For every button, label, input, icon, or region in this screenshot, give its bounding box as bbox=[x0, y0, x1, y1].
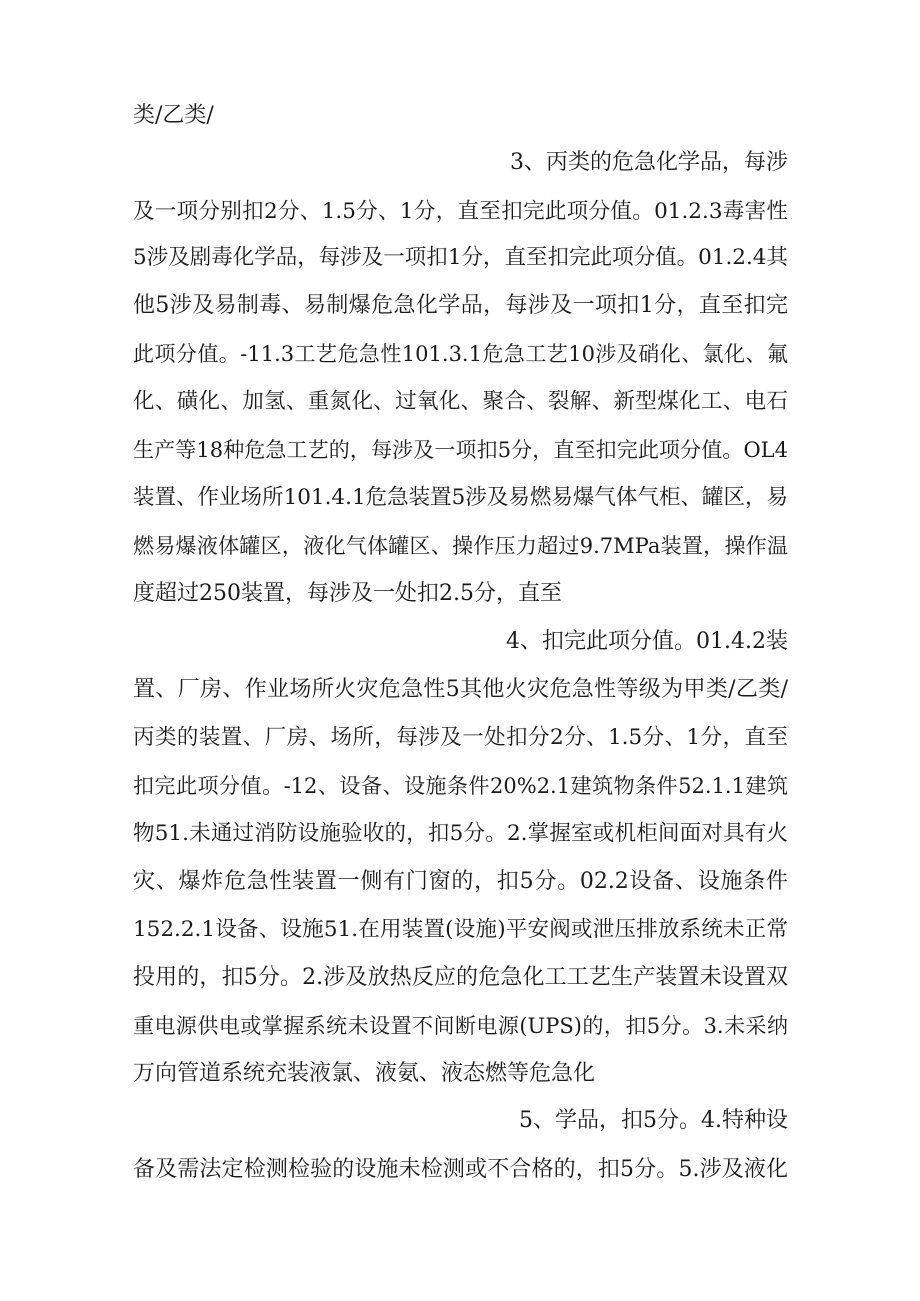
text-line-12: 4、扣完此项分值。01.4.2装 bbox=[506, 629, 788, 654]
text-line-10: 燃易爆液体罐区，液化气体罐区、操作压力超过9.7MPa装置，操作温 bbox=[133, 534, 788, 558]
text-line-9: 装置、作业场所101.4.1危急装置5涉及易燃易爆气体气柜、罐区，易 bbox=[133, 485, 788, 510]
text-line-2: 3、丙类的危急化学品，每涉 bbox=[510, 150, 788, 175]
text-line-6: 此项分值。-11.3工艺危急性101.3.1危急工艺10涉及硝化、氯化、氟 bbox=[133, 342, 788, 366]
text-line-18: 152.2.1设备、设施51.在用装置(设施)平安阀或泄压排放系统未正常 bbox=[133, 917, 788, 942]
text-line-5: 他5涉及易制毒、易制爆危急化学品，每涉及一项扣1分，直至扣完 bbox=[133, 293, 788, 318]
text-line-4: 5涉及剧毒化学品，每涉及一项扣1分，直至扣完此项分值。01.2.4其 bbox=[133, 245, 788, 270]
text-line-16: 物51.未通过消防设施验收的，扣5分。2.掌握室或机柜间面对具有火 bbox=[133, 821, 788, 846]
text-line-21: 万向管道系统充装液氯、液氨、液态燃等危急化 bbox=[133, 1061, 596, 1086]
text-line-15: 扣完此项分值。-12、设备、设施条件20%2.1建筑物条件52.1.1建筑 bbox=[133, 774, 788, 798]
text-line-11: 度超过250装置，每涉及一处扣2.5分，直至 bbox=[133, 581, 562, 606]
text-line-17: 灾、爆炸危急性装置一侧有门窗的，扣5分。02.2设备、设施条件 bbox=[133, 869, 788, 894]
text-line-13: 置、厂房、作业场所火灾危急性5其他火灾危急性等级为甲类/乙类/ bbox=[133, 677, 788, 702]
text-line-8: 生产等18种危急工艺的，每涉及一项扣5分，直至扣完此项分值。OL4 bbox=[133, 438, 788, 462]
text-line-14: 丙类的装置、厂房、场所，每涉及一处扣分2分、1.5分、1分，直至 bbox=[133, 725, 788, 750]
text-line-23: 备及需法定检测检验的设施未检测或不合格的，扣5分。5.涉及液化 bbox=[133, 1157, 788, 1182]
text-line-22: 5、学品，扣5分。4.特种设 bbox=[519, 1108, 788, 1133]
text-line-7: 化、磺化、加氢、重氮化、过氧化、聚合、裂解、新型煤化工、电石 bbox=[133, 389, 788, 414]
text-line-19: 投用的，扣5分。2.涉及放热反应的危急化工工艺生产装置未设置双 bbox=[133, 965, 788, 990]
text-line-20: 重电源供电或掌握系统未设置不间断电源(UPS)的，扣5分。3.未采纳 bbox=[133, 1014, 788, 1038]
text-line-3: 及一项分别扣2分、1.5分、1分，直至扣完此项分值。01.2.3毒害性 bbox=[133, 199, 788, 224]
text-line-1: 类/乙类/ bbox=[133, 103, 214, 128]
